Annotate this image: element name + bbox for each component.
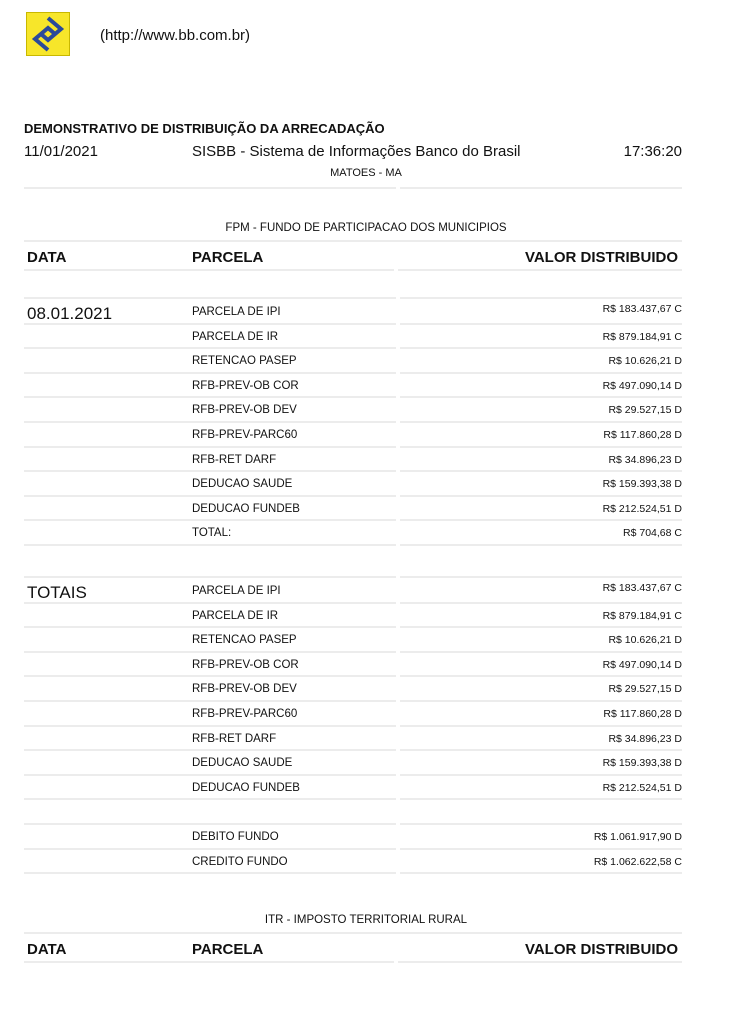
table-row (24, 349, 682, 374)
row-valor: R$ 10.626,21 D (400, 628, 682, 653)
row-parcela: RFB-RET DARF (192, 453, 277, 466)
row-parcela: PARCELA DE IPI (192, 585, 281, 597)
row-parcela: PARCELA DE IPI (192, 306, 281, 318)
table-row (24, 751, 682, 776)
table-row (24, 702, 682, 727)
report-time: 17:36:20 (623, 143, 682, 160)
col-parcela: PARCELA (192, 941, 264, 958)
row-parcela: DEDUCAO FUNDEB (192, 502, 300, 515)
row-parcela: DEDUCAO SAUDE (192, 478, 293, 491)
row-parcela: TOTAL: (192, 527, 232, 540)
table-row (24, 776, 682, 801)
fpm-table-header (24, 246, 682, 271)
report-date: 11/01/2021 (24, 143, 98, 160)
row-parcela: CREDITO FUNDO (192, 855, 288, 868)
col-valor: VALOR DISTRIBUIDO (398, 938, 682, 963)
row-valor: R$ 159.393,38 D (400, 472, 682, 497)
banco-do-brasil-logo (26, 12, 70, 56)
spacer-row (24, 274, 682, 299)
row-valor: R$ 212.524,51 D (400, 776, 682, 801)
row-valor: R$ 34.896,23 D (400, 727, 682, 752)
row-valor: R$ 117.860,28 D (400, 423, 682, 448)
row-valor: R$ 29.527,15 D (400, 677, 682, 702)
table-row (24, 604, 682, 629)
itr-section-title: ITR - IMPOSTO TERRITORIAL RURAL (264, 914, 468, 926)
table-row (24, 628, 682, 653)
table-row (24, 497, 682, 522)
row-valor: R$ 497.090,14 D (400, 653, 682, 678)
row-valor (400, 800, 682, 825)
row-parcela: DEBITO FUNDO (192, 831, 279, 843)
divider (400, 187, 682, 189)
row-valor: R$ 29.527,15 D (400, 398, 682, 423)
row-date: 08.01.2021 (27, 304, 113, 323)
row-parcela: DEDUCAO SAUDE (192, 757, 293, 770)
row-parcela: PARCELA DE IR (192, 609, 279, 622)
table-row (24, 398, 682, 423)
divider (24, 240, 682, 242)
row-parcela: RETENCAO PASEP (192, 355, 297, 368)
table-row (24, 677, 682, 702)
bank-url[interactable]: (http://www.bb.com.br) (100, 27, 251, 44)
col-data: DATA (27, 941, 67, 958)
row-parcela: RFB-PREV-OB COR (192, 379, 299, 392)
row-valor: R$ 1.061.917,90 D (400, 825, 682, 850)
row-parcela: RFB-PREV-PARC60 (192, 708, 298, 720)
table-row (24, 800, 682, 825)
row-parcela: RFB-RET DARF (192, 732, 277, 745)
col-data: DATA (27, 249, 67, 266)
table-row (24, 423, 682, 448)
itr-table-header (24, 938, 682, 963)
col-parcela: PARCELA (192, 249, 264, 266)
municipality: MATOES - MA (330, 167, 402, 179)
row-parcela: RFB-PREV-OB DEV (192, 404, 297, 417)
table-row (24, 325, 682, 350)
spacer-row (24, 553, 682, 578)
row-valor: R$ 10.626,21 D (400, 349, 682, 374)
table-row (24, 850, 682, 875)
divider (24, 187, 396, 189)
row-valor: R$ 183.437,67 C (400, 300, 682, 325)
fpm-section-title: FPM - FUNDO DE PARTICIPACAO DOS MUNICIPIOS (225, 222, 507, 234)
table-row (24, 653, 682, 678)
row-valor: R$ 879.184,91 C (400, 604, 682, 629)
table-row (24, 300, 682, 325)
row-valor: R$ 1.062.622,58 C (400, 850, 682, 875)
row-parcela: RETENCAO PASEP (192, 634, 297, 647)
row-valor: R$ 212.524,51 D (400, 497, 682, 522)
table-row (24, 579, 682, 604)
table-row (24, 521, 682, 546)
table-row (24, 448, 682, 473)
table-row (24, 727, 682, 752)
row-valor: R$ 34.896,23 D (400, 448, 682, 473)
system-name: SISBB - Sistema de Informações Banco do Brasil (192, 143, 521, 160)
table-row (24, 825, 682, 850)
row-valor: R$ 159.393,38 D (400, 751, 682, 776)
row-valor: R$ 183.437,67 C (400, 579, 682, 604)
row-valor: R$ 704,68 C (400, 521, 682, 546)
table-row (24, 472, 682, 497)
row-parcela: RFB-PREV-PARC60 (192, 429, 298, 441)
row-valor: R$ 879.184,91 C (400, 325, 682, 350)
col-valor: VALOR DISTRIBUIDO (398, 246, 682, 271)
row-parcela: PARCELA DE IR (192, 330, 279, 343)
document-title: DEMONSTRATIVO DE DISTRIBUIÇÃO DA ARRECADAÇÃO (24, 121, 385, 136)
table-row (24, 374, 682, 399)
row-valor: R$ 117.860,28 D (400, 702, 682, 727)
row-parcela: DEDUCAO FUNDEB (192, 781, 300, 794)
row-date: TOTAIS (27, 583, 87, 602)
divider (24, 932, 682, 934)
row-parcela: RFB-PREV-OB COR (192, 658, 299, 671)
row-valor: R$ 497.090,14 D (400, 374, 682, 399)
row-parcela: RFB-PREV-OB DEV (192, 683, 297, 696)
